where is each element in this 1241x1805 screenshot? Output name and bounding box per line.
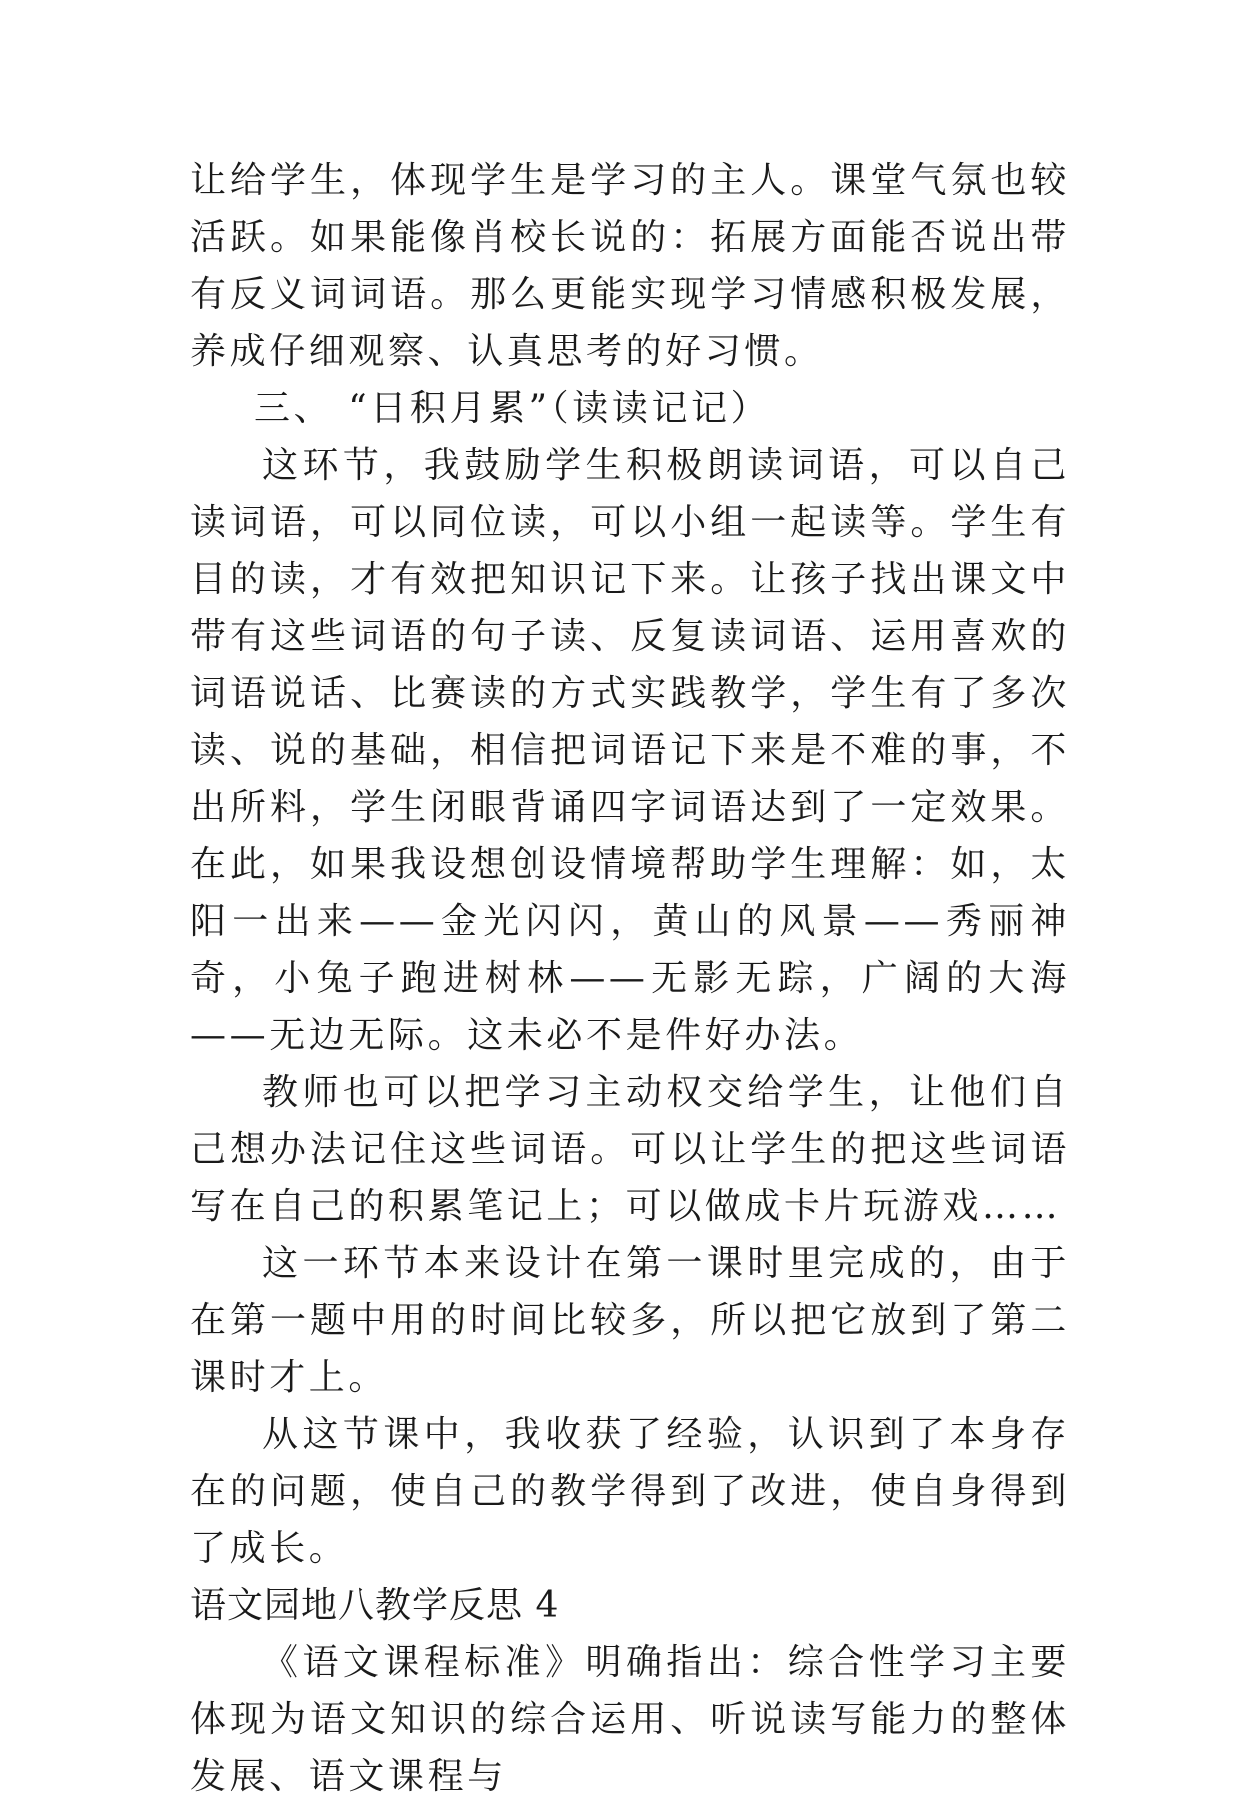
- document-body: [190, 152, 1070, 1805]
- paragraph-scheduling: 这一环节本来设计在第一课时里完成的，由于在第一题中用的时间比较多，所以把它放到了第二课时才上。: [190, 1243, 1070, 1398]
- paragraph-curriculum-standard: 《语文课程标准》明确指出：综合性学习主要体现为语文知识的综合运用、听说读写能力的整体发展、语文课程与: [190, 1642, 1070, 1797]
- reflection-title-4: 语文园地八教学反思 4: [190, 1585, 560, 1626]
- paragraph-teacher-autonomy: 教师也可以把学习主动权交给学生，让他们自己想办法记住这些词语。可以让学生的把这些词语写在自己的积累笔记上；可以做成卡片玩游戏……: [190, 1072, 1070, 1227]
- section-heading-three: 三、 “日积月累”（读读记记）: [254, 388, 771, 429]
- paragraph-continued: 让给学生，体现学生是学习的主人。课堂气氛也较活跃。如果能像肖校长说的：拓展方面能否说出带有反义词词语。那么更能实现学习情感积极发展，养成仔细观察、认真思考的好习惯。: [190, 160, 1070, 372]
- paragraph-reading-words: 这环节，我鼓励学生积极朗读词语，可以自己读词语，可以同位读，可以小组一起读等。学生有目的读，才有效把知识记下来。让孩子找出课文中带有这些词语的句子读、反复读词语、运用喜欢的词语说话、比赛读的方式实践教学，学生有了多次读、说的基础，相信把词语记下来是不难的事，不出所料，学生闭眼背诵四字词语达到了一定效果。在此，如果我设想创设情境帮助学生理解：如，太阳一出来——金光闪闪，黄山的风景——秀丽神奇，小兔子跑进树林——无影无踪，广阔的大海——无边无际。这未必不是件好办法。: [190, 445, 1070, 1056]
- paragraph-conclusion: 从这节课中，我收获了经验，认识到了本身存在的问题，使自己的教学得到了改进，使自身得到了成长。: [190, 1414, 1070, 1569]
